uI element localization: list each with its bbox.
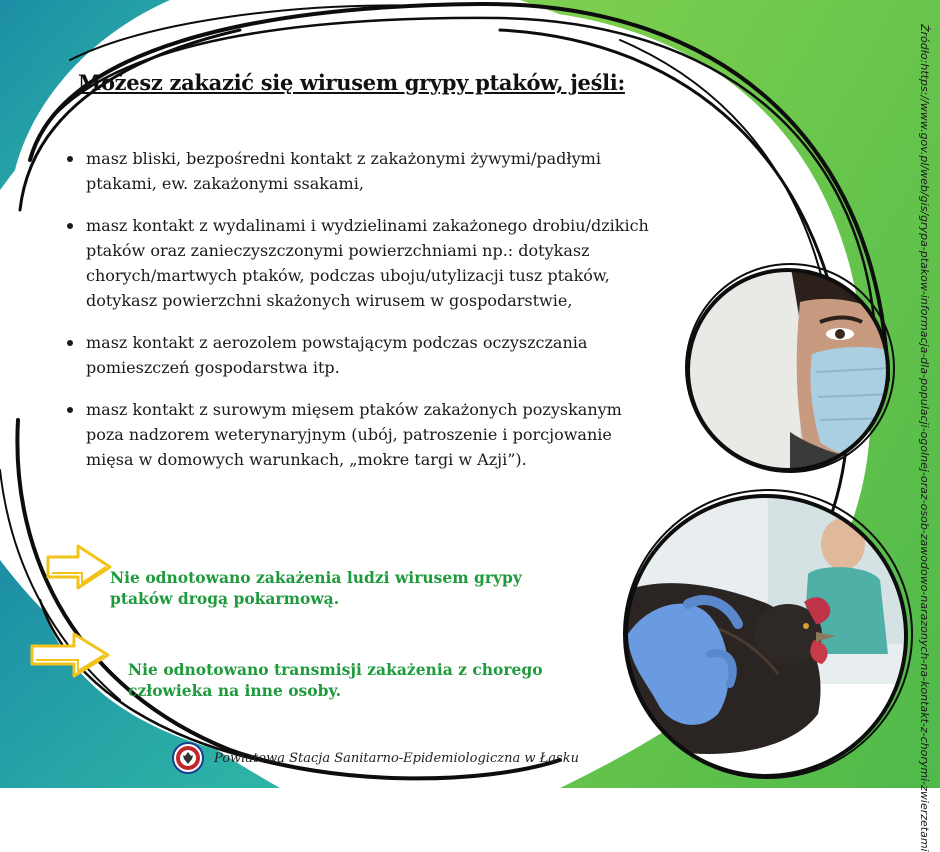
photo-masked-man — [680, 262, 896, 478]
yellow-arrow-icon — [28, 630, 112, 680]
footer — [172, 742, 579, 774]
list-item: masz bliski, bezpośredni kontakt z zakażonymi żywymi/padłymi ptakami, ew. zakażonymi ssakami, — [66, 146, 656, 196]
bullet-list — [66, 146, 656, 489]
source-url-text: Źródło:https://www.gov.pl/web/gis/grypa-ptakow-informacja-dla-populacji-ogolnej-oraz-osob-zawodowo-narazonych-na-kontakt-z-chorymi-zwierzetami — [918, 24, 931, 852]
station-logo-icon — [172, 742, 204, 774]
list-item: masz kontakt z aerozolem powstającym podczas oczyszczania pomieszczeń gospodarstwa itp. — [66, 330, 656, 380]
page-title: Możesz zakazić się wirusem grypy ptaków, jeśli: — [78, 70, 625, 95]
list-item: masz kontakt z wydalinami i wydzielinami zakażonego drobiu/dzikich ptaków oraz zanieczyszczonymi powierzchniami np.: dotykasz chorych/martwych ptaków, podczas uboju/utylizacji tusz ptaków, dotykasz powierzchni skażonych wirusem w gospodarstwie, — [66, 213, 656, 313]
note-no-human-transmission: Nie odnotowano transmisji zakażenia z chorego człowieka na inne osoby. — [128, 659, 543, 700]
note-no-foodborne-infection: Nie odnotowano zakażenia ludzi wirusem grypy ptaków drogą pokarmową. — [110, 567, 522, 608]
list-item: masz kontakt z surowym mięsem ptaków zakażonych pozyskanym poza nadzorem weterynaryjnym (ubój, patroszenie i porcjowanie mięsa w domowych warunkach, „mokre targi w Azji”). — [66, 397, 656, 472]
yellow-arrow-icon — [44, 543, 114, 591]
photo-hen — [618, 484, 914, 784]
footer-station-name: Powiatowa Stacja Sanitarno-Epidemiologiczna w Łasku — [214, 750, 579, 766]
